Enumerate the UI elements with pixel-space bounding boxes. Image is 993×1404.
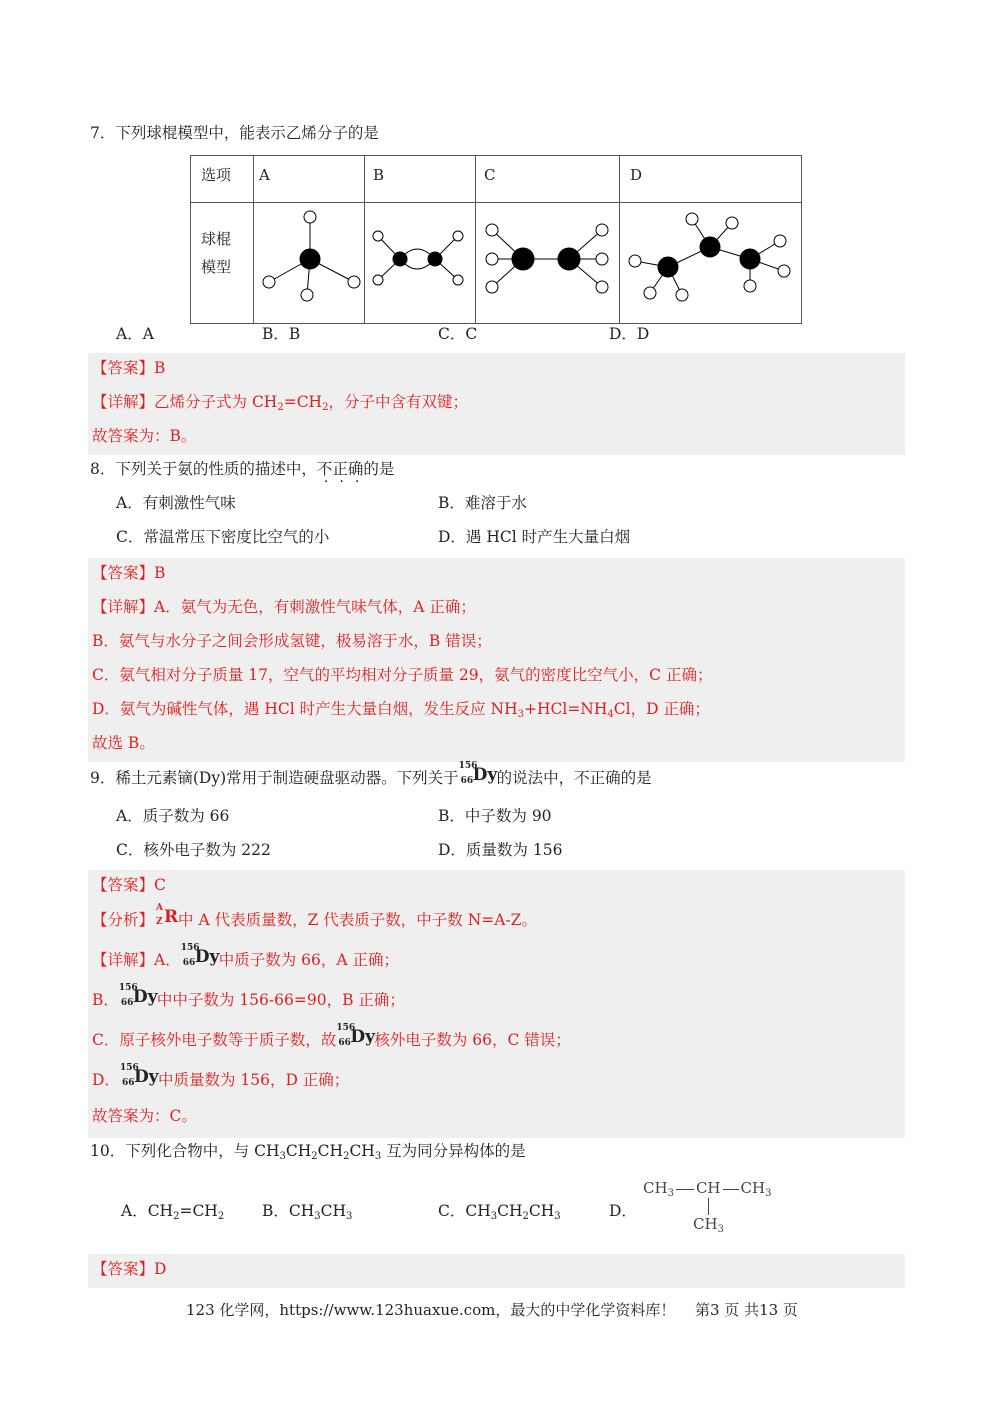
carbon-atom	[512, 248, 534, 270]
hydrogen-atom	[596, 253, 608, 265]
hydrogen-atom	[676, 289, 688, 301]
hydrogen-atom	[744, 280, 756, 292]
q8-option-d: D．遇 HCl 时产生大量白烟	[438, 528, 631, 546]
hydrogen-atom	[304, 211, 316, 223]
dy-nuclide-symbol: 156 66 Dy	[458, 761, 498, 786]
q7-answer-block	[88, 353, 905, 455]
q9-option-c: C．核外电子数为 222	[116, 841, 271, 859]
q10-answer: 【答案】D	[92, 1260, 167, 1278]
ball-stick-model-b	[365, 203, 475, 319]
carbon-atom	[300, 249, 320, 269]
footer-text: 123 化学网，https://www.123huaxue.com，最大的中学化学资料库！	[186, 1301, 676, 1319]
ball-stick-model-d	[620, 203, 801, 319]
carbon-atom	[558, 248, 580, 270]
q7-option-a: A．A	[116, 325, 154, 343]
q8-option-a: A．有刺激性气味	[116, 494, 236, 512]
hydrogen-atom	[596, 281, 608, 293]
q10-option-a: A．$CH_2=CH_2$	[121, 1202, 225, 1222]
q9-stem: 9．稀土元素镝(Dy)常用于制造硬盘驱动器。下列关于 156 66 Dy 的说法中，不正确的是	[90, 761, 652, 787]
table-col-a: A	[259, 166, 270, 184]
q9-conclusion: 故答案为：C。	[92, 1107, 197, 1125]
q9-analysis: 【分析】 A Z R 中 A 代表质量数，Z 代表质子数，中子数 N=A-Z。	[92, 903, 537, 929]
hydrogen-atom	[778, 265, 790, 277]
q9-option-b: B．中子数为 90	[438, 807, 552, 825]
hydrogen-atom	[373, 231, 383, 241]
q8-option-c: C．常温常压下密度比空气的小	[116, 528, 330, 546]
q8-detail-a: 【详解】A．氨气为无色，有刺激性气味气体，A 正确；	[92, 598, 476, 616]
hydrogen-atom	[453, 275, 463, 285]
hydrogen-atom	[629, 255, 641, 267]
q9-detail-b: B． 156 66 Dy 中中子数为 156-66=90，B 正确；	[92, 983, 405, 1009]
q9-detail-d: D． 156 66 Dy 中质量数为 156，D 正确；	[92, 1063, 350, 1089]
table-col-d: D	[630, 166, 643, 184]
table-header-label: 选项	[201, 166, 232, 184]
carbon-atom	[700, 237, 720, 257]
q8-answer: 【答案】B	[92, 564, 166, 582]
ball-stick-model-c	[476, 203, 619, 319]
q9-option-a: A．质子数为 66	[116, 807, 230, 825]
q7-option-table	[190, 155, 802, 324]
hydrogen-atom	[301, 289, 313, 301]
q10-stem: 10．下列化合物中，与 $CH_3CH_2CH_2CH_3$ 互为同分异构体的是	[90, 1142, 526, 1162]
q10-option-b: B．$CH_3CH_3$	[262, 1202, 353, 1222]
hydrogen-atom	[644, 287, 656, 299]
q10-answer-block	[88, 1254, 905, 1288]
hydrogen-atom	[774, 235, 786, 247]
q7-option-b: B．B	[262, 325, 301, 343]
q8-option-b: B．难溶于水	[438, 494, 527, 512]
q7-option-c: C．C	[438, 325, 478, 343]
carbon-atom	[428, 252, 442, 266]
carbon-atom	[740, 249, 760, 269]
carbon-atom	[393, 252, 407, 266]
hydrogen-atom	[686, 213, 698, 225]
isobutane-formula-bottom: $CH_3$	[693, 1215, 724, 1235]
q9-detail-a: 【详解】A． 156 66 Dy 中质子数为 66，A 正确；	[92, 943, 399, 969]
hydrogen-atom	[726, 217, 738, 229]
isobutane-branch-bond	[708, 1198, 709, 1215]
hydrogen-atom	[453, 231, 463, 241]
hydrogen-atom	[596, 224, 608, 236]
q7-stem: 7．下列球棍模型中，能表示乙烯分子的是	[90, 124, 379, 142]
q9-answer: 【答案】C	[92, 876, 166, 894]
table-row-label-1: 球棍	[201, 230, 232, 248]
q8-conclusion: 故选 B。	[92, 734, 155, 752]
r-nuclide-symbol: A Z R	[156, 903, 179, 927]
isobutane-formula-top: $CH_3$ CH $CH_3$	[643, 1179, 772, 1199]
hydrogen-atom	[486, 224, 498, 236]
hydrogen-atom	[373, 275, 383, 285]
q10-option-c: C．$CH_3CH_2CH_3$	[438, 1202, 561, 1222]
q8-detail-b: B．氨气与水分子之间会形成氢键，极易溶于水，B 错误；	[92, 632, 492, 650]
q7-detail: 【详解】乙烯分子式为 $CH_2=CH_2$，分子中含有双键；	[92, 393, 468, 413]
q9-option-d: D．质量数为 156	[438, 841, 563, 859]
q7-conclusion: 故答案为：B。	[92, 427, 197, 445]
table-row-label-2: 模型	[201, 258, 232, 276]
q9-answer-block	[88, 870, 905, 1138]
hydrogen-atom	[486, 253, 498, 265]
hydrogen-atom	[486, 281, 498, 293]
ball-stick-model-a	[254, 203, 364, 319]
table-col-c: C	[484, 166, 496, 184]
table-col-b: B	[373, 166, 385, 184]
q7-option-d: D．D	[609, 325, 650, 343]
q7-answer: 【答案】B	[92, 359, 166, 377]
q9-detail-c: C．原子核外电子数等于质子数，故 156 66 Dy 核外电子数为 66，C 错误；	[92, 1023, 571, 1049]
footer-page-number: 第3 页 共13 页	[695, 1301, 798, 1319]
q10-option-d-label: D．	[609, 1202, 637, 1220]
q8-detail-d: D．氨气为碱性气体，遇 HCl 时产生大量白烟，发生反应 $NH_3+HCl=NH_4Cl$，D 正确；	[92, 700, 710, 720]
hydrogen-atom	[263, 276, 275, 288]
q8-detail-c: C．氨气相对分子质量 17，空气的平均相对分子质量 29，氨气的密度比空气小，C 正确；	[92, 666, 713, 684]
carbon-atom	[658, 257, 678, 277]
q8-answer-block	[88, 558, 905, 762]
q8-stem: 8．下列关于氨的性质的描述中，不正确的是	[90, 460, 395, 478]
hydrogen-atom	[348, 276, 360, 288]
